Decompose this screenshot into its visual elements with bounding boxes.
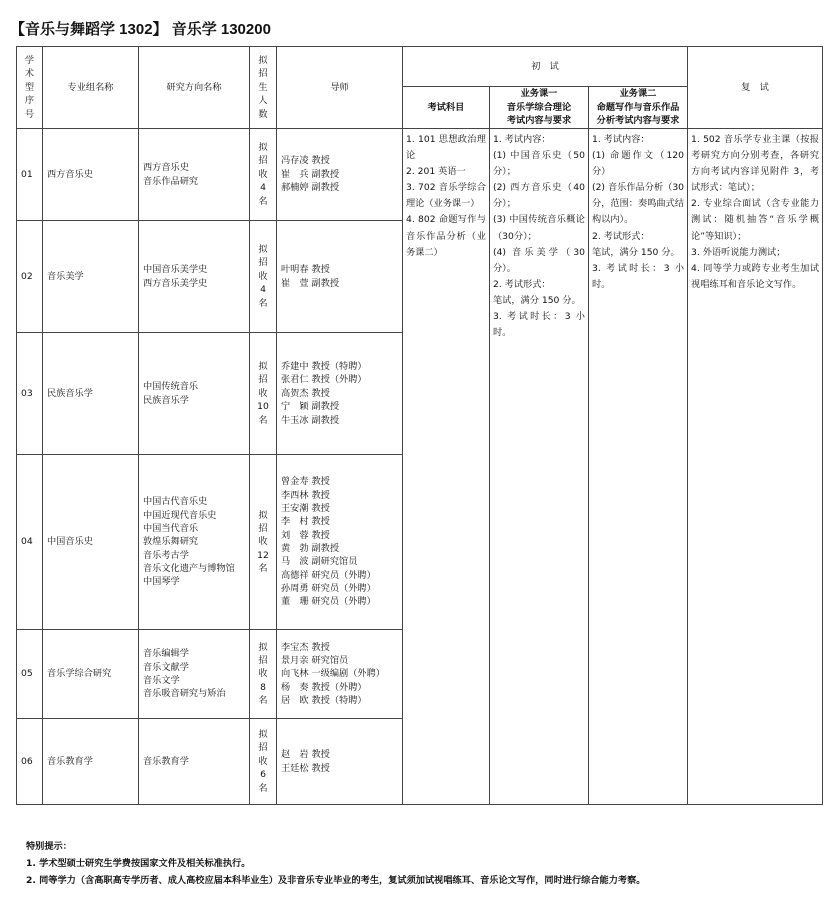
row-mentors: 赵 岩 教授 王廷松 教授 bbox=[277, 719, 403, 805]
row-quota: 拟 招 收 4 名 bbox=[250, 129, 277, 221]
row-number: 03 bbox=[17, 333, 43, 455]
row-number: 04 bbox=[17, 455, 43, 630]
course1-content-cell: 1. 考试内容： (1) 中国音乐史（50分）； (2) 西方音乐史（40分）； (3) 中国传统音乐概论（30分）； (4) 音乐美学（30分）。 2. 考试形式： 笔试，满分 150 分。 3. 考试时长：3 小时。 bbox=[490, 129, 589, 805]
row-directions: 音乐教育学 bbox=[139, 719, 250, 805]
row-directions: 中国古代音乐史 中国近现代音乐史 中国当代音乐 敦煌乐舞研究 音乐考古学 音乐文化遗产与博物馆 中国琴学 bbox=[139, 455, 250, 630]
header-major: 专业组名称 bbox=[43, 47, 139, 129]
row-major: 中国音乐史 bbox=[43, 455, 139, 630]
row-mentors: 李宝杰 教授 景月亲 研究馆员 向飞林 一级编剧（外聘） 杨 奏 教授（外聘） 居 欧 教授（特聘） bbox=[277, 630, 403, 719]
program-table bbox=[16, 46, 823, 805]
row-quota: 拟 招 收 6 名 bbox=[250, 719, 277, 805]
row-directions: 西方音乐史 音乐作品研究 bbox=[139, 129, 250, 221]
exam-subjects-cell: 1. 101 思想政治理论 2. 201 英语一 3. 702 音乐学综合理论（业务课一） 4. 802 命题写作与音乐作品分析（业务课二） bbox=[403, 129, 490, 805]
row-mentors: 乔建中 教授（特聘） 张君仁 教授（外聘） 高贺杰 教授 宁 颖 副教授 牛玉冰 副教授 bbox=[277, 333, 403, 455]
header-course1: 业务课一 音乐学综合理论 考试内容与要求 bbox=[490, 87, 589, 129]
header-initial: 初 试 bbox=[403, 47, 688, 87]
course2-content-cell: 1. 考试内容： (1) 命题作文（120分） (2) 音乐作品分析（30分，范围：奏鸣曲式结构以内）。 2. 考试形式： 笔试，满分 150 分。 3. 考试时长：3 小时。 bbox=[589, 129, 688, 805]
header-seq: 学 术 型 序 号 bbox=[17, 47, 43, 129]
header-mentor: 导师 bbox=[277, 47, 403, 129]
retest-content-cell: 1. 502 音乐学专业主课（按报考研究方向分别考查，各研究方向考试内容详见附件 3，考试形式：笔试）； 2. 专业综合面试（含专业能力测试：随机抽答“音乐学概论”等知识）； 3. 外语听说能力测试； 4. 同等学力或跨专业考生加试视唱练耳和音乐论文写作。 bbox=[688, 129, 823, 805]
notes-heading: 特别提示： bbox=[26, 841, 72, 852]
row-mentors: 曾金寿 教授 李西林 教授 王安潮 教授 李 村 教授 刘 蓉 教授 黄 勃 副教授 马 波 副研究馆员 高德祥 研究员（外聘） 孙周勇 研究员（外聘） 董 珊 研究员（外聘） bbox=[277, 455, 403, 630]
row-number: 01 bbox=[17, 129, 43, 221]
row-directions: 中国传统音乐 民族音乐学 bbox=[139, 333, 250, 455]
row-major: 音乐学综合研究 bbox=[43, 630, 139, 719]
table-row bbox=[17, 129, 823, 221]
row-major: 西方音乐史 bbox=[43, 129, 139, 221]
row-directions: 中国音乐美学史 西方音乐美学史 bbox=[139, 221, 250, 333]
row-major: 音乐教育学 bbox=[43, 719, 139, 805]
row-mentors: 叶明春 教授 崔 萱 副教授 bbox=[277, 221, 403, 333]
note-item: 2. 同等学力（含高职高专学历者、成人高校应届本科毕业生）及非音乐专业毕业的考生，复试须加试视唱练耳、音乐论文写作，同时进行综合能力考察。 bbox=[26, 875, 646, 887]
row-quota: 拟 招 收 12 名 bbox=[250, 455, 277, 630]
special-notes bbox=[26, 838, 645, 889]
row-quota: 拟 招 收 8 名 bbox=[250, 630, 277, 719]
row-major: 音乐美学 bbox=[43, 221, 139, 333]
header-subjects: 考试科目 bbox=[403, 87, 490, 129]
row-directions: 音乐编辑学 音乐文献学 音乐文学 音乐吸音研究与矫治 bbox=[139, 630, 250, 719]
row-major: 民族音乐学 bbox=[43, 333, 139, 455]
header-course2: 业务课二 命题写作与音乐作品 分析考试内容与要求 bbox=[589, 87, 688, 129]
row-mentors: 冯存凌 教授 崔 兵 副教授 郝楠婷 副教授 bbox=[277, 129, 403, 221]
header-direction: 研究方向名称 bbox=[139, 47, 250, 129]
header-retest: 复 试 bbox=[688, 47, 823, 129]
note-item: 1. 学术型硕士研究生学费按国家文件及相关标准执行。 bbox=[26, 858, 251, 870]
header-quota: 拟 招 生 人 数 bbox=[250, 47, 277, 129]
row-number: 02 bbox=[17, 221, 43, 333]
row-quota: 拟 招 收 4 名 bbox=[250, 221, 277, 333]
page-title: 【音乐与舞蹈学 1302】 音乐学 130200 bbox=[10, 21, 271, 38]
row-number: 06 bbox=[17, 719, 43, 805]
row-number: 05 bbox=[17, 630, 43, 719]
row-quota: 拟 招 收 10 名 bbox=[250, 333, 277, 455]
